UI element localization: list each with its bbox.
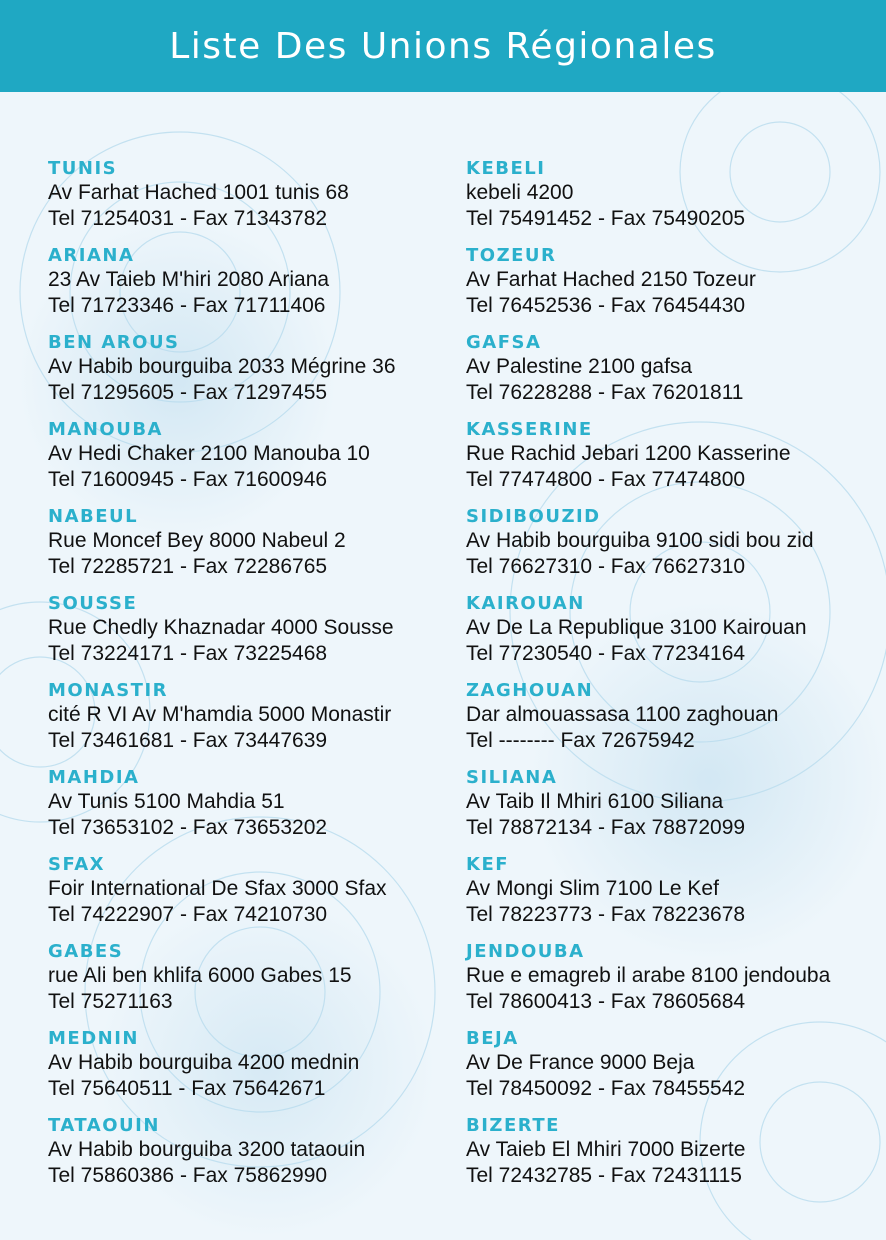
union-contact: Tel 71295605 - Fax 71297455	[48, 381, 328, 404]
right-column	[466, 158, 876, 1202]
union-contact: Tel 76627310 - Fax 76627310	[466, 555, 746, 578]
union-region-name: BEJA	[466, 1028, 519, 1049]
union-address: Av Palestine 2100 gafsa	[466, 355, 693, 378]
union-contact: Tel 74222907 - Fax 74210730	[48, 903, 328, 926]
union-region-name: KEBELI	[466, 158, 546, 179]
union-region-name: SIDIBOUZID	[466, 506, 601, 527]
union-entry	[466, 854, 876, 928]
union-address: Av Habib bourguiba 9100 sidi bou zid	[466, 529, 814, 552]
union-address: Rue Rachid Jebari 1200 Kasserine	[466, 442, 791, 465]
union-entry	[48, 332, 448, 406]
union-entry	[48, 767, 448, 841]
union-contact: Tel 76228288 - Fax 76201811	[466, 381, 744, 404]
union-contact: Tel -------- Fax 72675942	[466, 729, 695, 752]
union-entry	[466, 767, 876, 841]
union-contact: Tel 72432785 - Fax 72431115	[466, 1164, 742, 1187]
union-entry	[48, 1115, 448, 1189]
union-region-name: BEN AROUS	[48, 332, 180, 353]
union-entry	[466, 1028, 876, 1102]
union-entry	[48, 1028, 448, 1102]
union-address: Av Mongi Slim 7100 Le Kef	[466, 877, 719, 900]
union-contact: Tel 73224171 - Fax 73225468	[48, 642, 328, 665]
union-address: Av De La Republique 3100 Kairouan	[466, 616, 807, 639]
union-entry	[48, 245, 448, 319]
union-contact: Tel 75860386 - Fax 75862990	[48, 1164, 328, 1187]
union-region-name: MANOUBA	[48, 419, 163, 440]
union-contact: Tel 75491452 - Fax 75490205	[466, 207, 746, 230]
union-address: Rue Moncef Bey 8000 Nabeul 2	[48, 529, 346, 552]
union-contact: Tel 77474800 - Fax 77474800	[466, 468, 746, 491]
union-address: cité R VI Av M'hamdia 5000 Monastir	[48, 703, 392, 726]
union-contact: Tel 78872134 - Fax 78872099	[466, 816, 746, 839]
union-entry	[48, 854, 448, 928]
union-contact: Tel 71254031 - Fax 71343782	[48, 207, 328, 230]
union-address: 23 Av Taieb M'hiri 2080 Ariana	[48, 268, 330, 291]
union-entry	[466, 332, 876, 406]
union-contact: Tel 76452536 - Fax 76454430	[466, 294, 746, 317]
union-region-name: GAFSA	[466, 332, 542, 353]
union-entry	[466, 245, 876, 319]
union-address: rue Ali ben khlifa 6000 Gabes 15	[48, 964, 352, 987]
union-entry	[48, 593, 448, 667]
union-address: Av Habib bourguiba 4200 mednin	[48, 1051, 360, 1074]
union-region-name: MAHDIA	[48, 767, 140, 788]
union-contact: Tel 78600413 - Fax 78605684	[466, 990, 746, 1013]
union-region-name: ARIANA	[48, 245, 135, 266]
union-contact: Tel 71723346 - Fax 71711406	[48, 294, 326, 317]
left-column	[48, 158, 448, 1202]
union-entry	[48, 941, 448, 1015]
union-entry	[48, 680, 448, 754]
union-entry	[466, 941, 876, 1015]
union-region-name: TOZEUR	[466, 245, 557, 266]
union-contact: Tel 71600945 - Fax 71600946	[48, 468, 328, 491]
union-region-name: SFAX	[48, 854, 106, 875]
union-address: Av Habib bourguiba 2033 Mégrine 36	[48, 355, 396, 378]
union-region-name: ZAGHOUAN	[466, 680, 594, 701]
union-address: kebeli 4200	[466, 181, 574, 204]
union-address: Rue Chedly Khaznadar 4000 Sousse	[48, 616, 394, 639]
union-region-name: TUNIS	[48, 158, 118, 179]
union-contact: Tel 72285721 - Fax 72286765	[48, 555, 328, 578]
union-contact: Tel 73653102 - Fax 73653202	[48, 816, 328, 839]
union-entry	[466, 593, 876, 667]
union-contact: Tel 75640511 - Fax 75642671	[48, 1077, 326, 1100]
union-entry	[466, 158, 876, 232]
union-region-name: GABES	[48, 941, 124, 962]
page-header	[0, 0, 886, 92]
union-contact: Tel 73461681 - Fax 73447639	[48, 729, 328, 752]
union-address: Av Taieb El Mhiri 7000 Bizerte	[466, 1138, 746, 1161]
union-region-name: TATAOUIN	[48, 1115, 160, 1136]
union-region-name: BIZERTE	[466, 1115, 560, 1136]
union-address: Av Tunis 5100 Mahdia 51	[48, 790, 285, 813]
union-region-name: SILIANA	[466, 767, 558, 788]
union-entry	[466, 506, 876, 580]
union-region-name: SOUSSE	[48, 593, 138, 614]
union-address: Av Hedi Chaker 2100 Manouba 10	[48, 442, 370, 465]
union-entry	[466, 419, 876, 493]
union-region-name: KASSERINE	[466, 419, 593, 440]
union-address: Av De France 9000 Beja	[466, 1051, 695, 1074]
union-entry	[466, 1115, 876, 1189]
union-contact: Tel 75271163	[48, 990, 173, 1013]
union-address: Av Habib bourguiba 3200 tataouin	[48, 1138, 366, 1161]
union-contact: Tel 78450092 - Fax 78455542	[466, 1077, 746, 1100]
union-address: Dar almouassasa 1100 zaghouan	[466, 703, 779, 726]
union-entry	[48, 419, 448, 493]
union-address: Av Farhat Hached 1001 tunis 68	[48, 181, 349, 204]
union-region-name: KEF	[466, 854, 510, 875]
union-address: Av Taib Il Mhiri 6100 Siliana	[466, 790, 724, 813]
union-contact: Tel 78223773 - Fax 78223678	[466, 903, 746, 926]
union-address: Av Farhat Hached 2150 Tozeur	[466, 268, 756, 291]
union-region-name: KAIROUAN	[466, 593, 585, 614]
page-title: Liste Des Unions Régionales	[169, 25, 717, 67]
union-entry	[48, 506, 448, 580]
union-region-name: MEDNIN	[48, 1028, 139, 1049]
union-address: Rue e emagreb il arabe 8100 jendouba	[466, 964, 831, 987]
union-address: Foir International De Sfax 3000 Sfax	[48, 877, 387, 900]
union-region-name: MONASTIR	[48, 680, 169, 701]
union-contact: Tel 77230540 - Fax 77234164	[466, 642, 746, 665]
union-entry	[466, 680, 876, 754]
union-region-name: JENDOUBA	[466, 941, 585, 962]
union-entry	[48, 158, 448, 232]
union-region-name: NABEUL	[48, 506, 139, 527]
